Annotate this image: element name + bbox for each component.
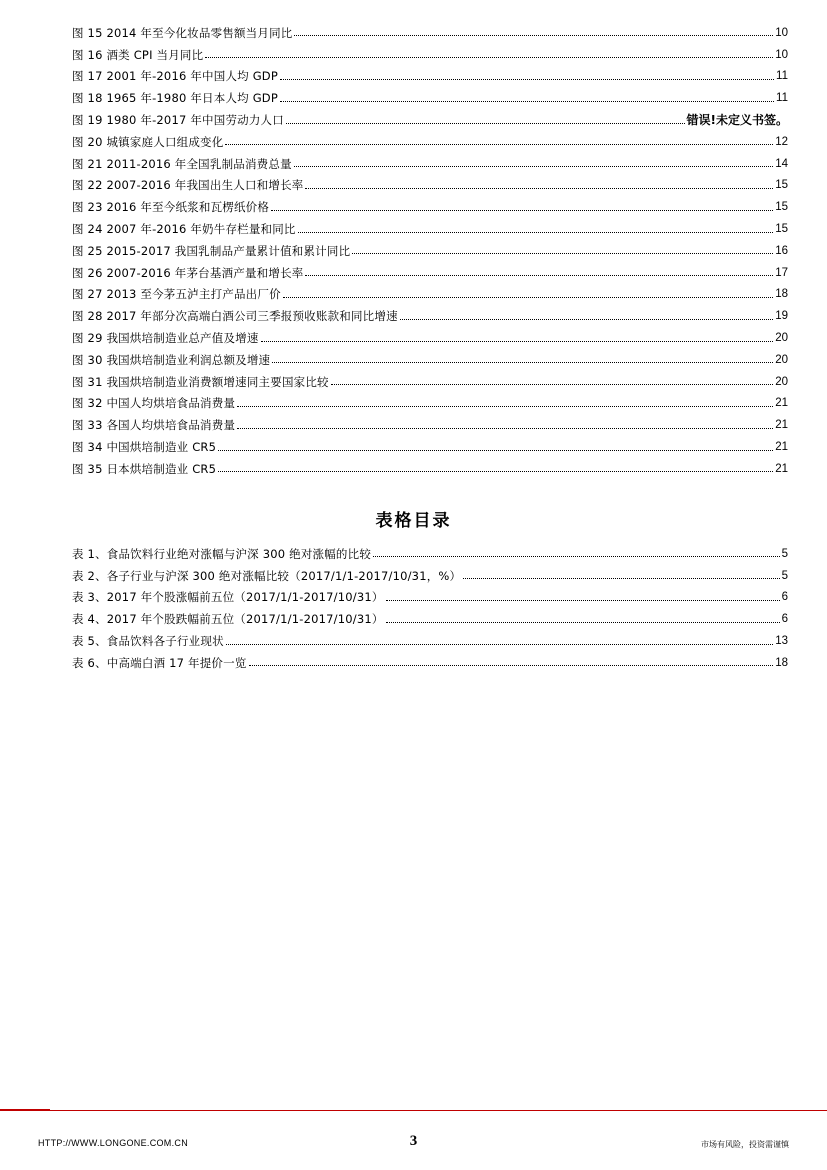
tables-toc: [72, 543, 788, 674]
figure-toc-label: 图 29 我国烘培制造业总产值及增速: [72, 331, 259, 346]
figure-toc-page-number: 15: [775, 179, 788, 192]
dot-leader: [280, 79, 774, 80]
dot-leader: [225, 144, 773, 145]
figure-toc-row[interactable]: [72, 153, 788, 175]
dot-leader: [298, 232, 774, 233]
dot-leader: [280, 101, 774, 102]
figure-toc-row[interactable]: [72, 87, 788, 109]
table-toc-row[interactable]: [72, 565, 788, 587]
figure-toc-row[interactable]: [72, 393, 788, 415]
figure-toc-label: 图 24 2007 年-2016 年奶牛存栏量和同比: [72, 222, 296, 237]
figure-toc-row[interactable]: [72, 66, 788, 88]
table-toc-label: 表 5、食品饮料各子行业现状: [72, 634, 224, 649]
figure-toc-page-number: 21: [775, 419, 788, 432]
figure-toc-label: 图 35 日本烘培制造业 CR5: [72, 461, 217, 476]
figure-toc-label: 图 18 1965 年-1980 年日本人均 GDP: [72, 91, 278, 106]
dot-leader: [305, 188, 773, 189]
figure-toc-label: 图 28 2017 年部分次高端白酒公司三季报预收账款和同比增速: [72, 309, 398, 324]
table-toc-label: 表 1、食品饮料行业绝对涨幅与沪深 300 绝对涨幅的比较: [72, 546, 372, 561]
figure-toc-label: 图 21 2011-2016 年全国乳制品消费总量: [72, 156, 292, 171]
table-toc-row[interactable]: [72, 652, 788, 674]
dot-leader: [386, 622, 780, 623]
figure-toc-label: 图 22 2007-2016 年我国出生人口和增长率: [72, 178, 304, 193]
figure-toc-row[interactable]: [72, 196, 788, 218]
dot-leader: [261, 341, 774, 342]
figure-toc-row[interactable]: [72, 371, 788, 393]
figure-toc-label: 图 19 1980 年-2017 年中国劳动力人口: [72, 113, 284, 128]
figure-toc-page-number: 20: [775, 375, 788, 388]
figure-toc-label: 图 23 2016 年至今纸浆和瓦楞纸价格: [72, 200, 270, 215]
table-toc-label: 表 4、2017 年个股跌幅前五位（2017/1/1-2017/10/31）: [72, 612, 384, 627]
dot-leader: [463, 578, 779, 579]
dot-leader: [331, 384, 773, 385]
figure-toc-row[interactable]: [72, 414, 788, 436]
footer-accent-bar: [0, 1109, 50, 1111]
table-toc-page-number: 6: [781, 613, 788, 626]
table-toc-row[interactable]: [72, 608, 788, 630]
figure-toc-page-number: 21: [775, 441, 788, 454]
table-toc-row[interactable]: [72, 543, 788, 565]
figure-toc-label: 图 16 酒类 CPI 当月同比: [72, 47, 204, 62]
figure-toc-row[interactable]: [72, 262, 788, 284]
dot-leader: [286, 123, 685, 124]
figure-toc-row[interactable]: [72, 284, 788, 306]
figure-toc-row[interactable]: [72, 327, 788, 349]
figure-toc-label: 图 34 中国烘培制造业 CR5: [72, 440, 217, 455]
figure-toc-page-number: 16: [775, 244, 788, 257]
tables-section-title: 表格目录: [375, 511, 452, 531]
table-toc-label: 表 2、各子行业与沪深 300 绝对涨幅比较（2017/1/1-2017/10/31，%）: [72, 568, 462, 583]
dot-leader: [386, 600, 780, 601]
figure-toc-page-number: 10: [775, 26, 788, 39]
dot-leader: [373, 556, 780, 557]
figure-toc-label: 图 15 2014 年至今化妆品零售额当月同比: [72, 25, 293, 40]
table-toc-label: 表 6、中高端白酒 17 年提价一览: [72, 655, 247, 670]
figure-toc-label: 图 20 城镇家庭人口组成变化: [72, 134, 224, 149]
figure-toc-label: 图 27 2013 至今茅五泸主打产品出厂价: [72, 287, 281, 302]
figure-toc-page-number: 21: [775, 462, 788, 475]
footer-disclaimer: 市场有风险，投资需谨慎: [701, 1140, 789, 1149]
figure-toc-page-number: 18: [775, 288, 788, 301]
table-toc-page-number: 18: [775, 656, 788, 669]
figure-toc-page-number: 14: [775, 157, 788, 170]
dot-leader: [352, 253, 773, 254]
figure-toc-page-number: 17: [775, 266, 788, 279]
table-toc-label: 表 3、2017 年个股涨幅前五位（2017/1/1-2017/10/31）: [72, 590, 384, 605]
figures-toc: [72, 22, 788, 480]
dot-leader: [237, 428, 773, 429]
dot-leader: [294, 166, 773, 167]
dot-leader: [400, 319, 773, 320]
figure-toc-row[interactable]: [72, 22, 788, 44]
table-toc-row[interactable]: [72, 587, 788, 609]
figure-toc-label: 图 17 2001 年-2016 年中国人均 GDP: [72, 69, 278, 84]
figure-toc-row[interactable]: [72, 305, 788, 327]
dot-leader: [218, 450, 773, 451]
figure-toc-row[interactable]: [72, 131, 788, 153]
figure-toc-row[interactable]: [72, 240, 788, 262]
figure-toc-label: 图 32 中国人均烘培食品消费量: [72, 396, 236, 411]
figure-toc-page-number: 19: [775, 310, 788, 323]
figure-toc-label: 图 31 我国烘培制造业消费额增速同主要国家比较: [72, 374, 329, 389]
dot-leader: [237, 406, 773, 407]
table-toc-page-number: 5: [781, 569, 788, 582]
footer-url-link[interactable]: HTTP://WWW.LONGONE.COM.CN: [38, 1138, 188, 1148]
figure-toc-page-number: 20: [775, 353, 788, 366]
figure-toc-label: 图 33 各国人均烘培食品消费量: [72, 418, 236, 433]
figure-toc-page-number: 11: [776, 70, 788, 83]
figure-toc-page-number: 12: [775, 135, 788, 148]
table-toc-page-number: 5: [781, 547, 788, 560]
table-toc-page-number: 6: [781, 591, 788, 604]
figure-toc-row[interactable]: [72, 175, 788, 197]
dot-leader: [249, 665, 774, 666]
figure-toc-page-number: 15: [775, 201, 788, 214]
figure-toc-page-number: 10: [775, 48, 788, 61]
figure-toc-page-number: 11: [776, 92, 788, 105]
figure-toc-label: 图 25 2015-2017 我国乳制品产量累计值和累计同比: [72, 243, 351, 258]
figure-toc-page-number: 21: [775, 397, 788, 410]
figure-toc-page-number: 15: [775, 223, 788, 236]
page-number: 3: [409, 1133, 418, 1149]
figure-toc-row[interactable]: [72, 218, 788, 240]
dot-leader: [272, 362, 773, 363]
figure-toc-row[interactable]: [72, 458, 788, 480]
table-toc-row[interactable]: [72, 630, 788, 652]
figure-toc-row[interactable]: [72, 44, 788, 66]
figure-toc-label: 图 26 2007-2016 年茅台基酒产量和增长率: [72, 265, 304, 280]
dot-leader: [294, 35, 773, 36]
figure-toc-row[interactable]: [72, 349, 788, 371]
dot-leader: [283, 297, 773, 298]
figure-toc-row[interactable]: [72, 109, 788, 131]
dot-leader: [226, 644, 773, 645]
figure-toc-row[interactable]: [72, 436, 788, 458]
dot-leader: [205, 57, 773, 58]
figure-toc-label: 图 30 我国烘培制造业利润总额及增速: [72, 352, 271, 367]
dot-leader: [218, 471, 773, 472]
footer-divider: [0, 1110, 827, 1111]
figure-toc-page-number: 错误!未定义书签。: [686, 113, 788, 128]
dot-leader: [305, 275, 773, 276]
figure-toc-page-number: 20: [775, 332, 788, 345]
table-toc-page-number: 13: [775, 635, 788, 648]
dot-leader: [271, 210, 773, 211]
